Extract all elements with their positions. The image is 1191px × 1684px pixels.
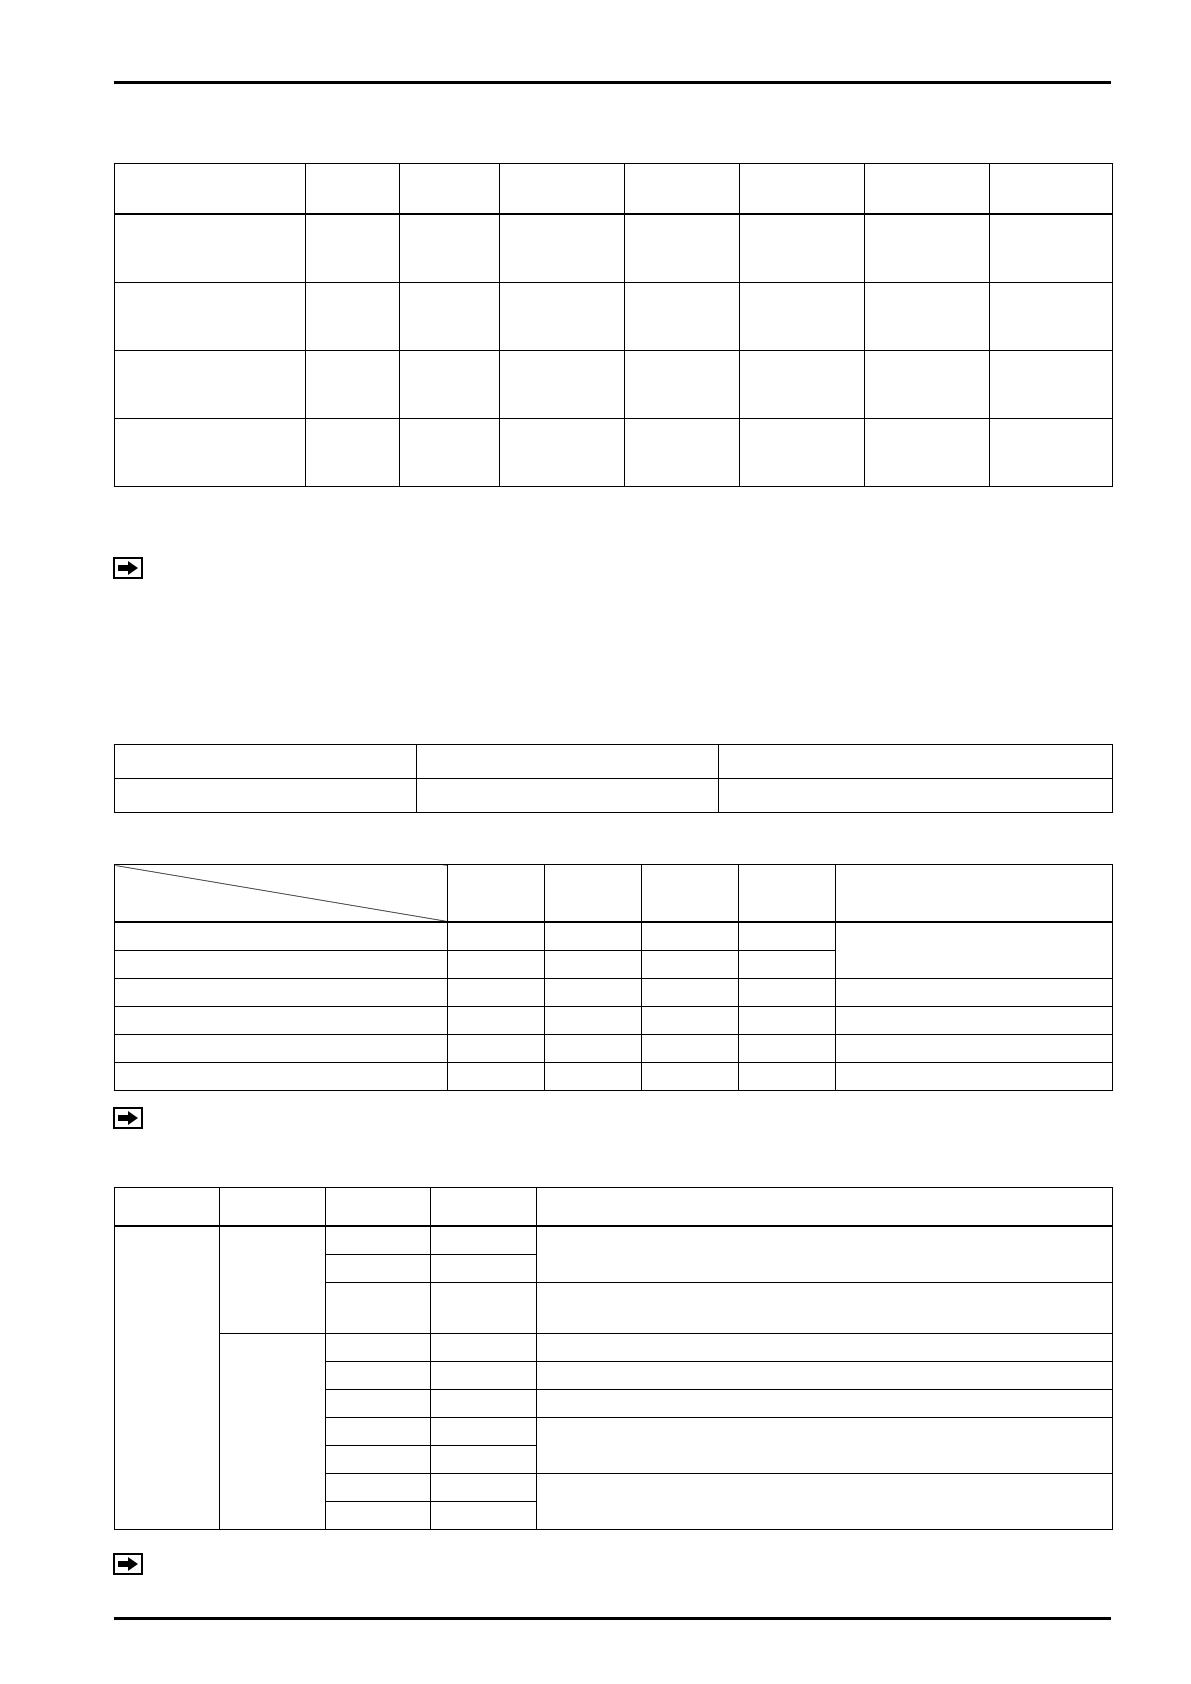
table-cell [306,419,400,487]
table-cell [115,979,448,1007]
table-cell [326,1502,431,1530]
table-cell [865,283,990,351]
table-cell [431,1390,537,1418]
table-cell [545,922,642,951]
table-cell [400,351,500,419]
table-cell [537,1283,1113,1334]
table-cell [500,419,625,487]
table-cell [739,951,836,979]
table-cell [115,351,306,419]
table-cell [537,1334,1113,1362]
table-cell [739,922,836,951]
table-cell [625,214,740,283]
table-cell [990,351,1113,419]
table-cell [836,979,1113,1007]
footer-rule [114,1617,1111,1620]
table-cell [545,865,642,923]
table-cell [220,1188,326,1227]
spec-table-1 [114,163,1113,487]
table-cell [739,979,836,1007]
table-cell [642,951,739,979]
table-cell [740,214,865,283]
table-cell [431,1474,537,1502]
table-cell [400,214,500,283]
table-cell [326,1334,431,1362]
table-cell [306,351,400,419]
table-cell [431,1188,537,1227]
table-cell [115,1226,220,1530]
table-cell [990,214,1113,283]
table-cell [326,1418,431,1446]
table-cell [740,164,865,215]
table-cell [865,214,990,283]
table-cell [326,1362,431,1390]
table-cell [400,164,500,215]
table-cell [865,164,990,215]
table-cell [545,1007,642,1035]
arrow-right-icon [113,1107,143,1129]
table-cell [545,1063,642,1091]
table-cell [865,351,990,419]
table-row [115,922,1113,951]
table-cell [739,1007,836,1035]
table-cell [537,1226,1113,1283]
table-cell [326,1255,431,1283]
table-cell [115,745,417,779]
table-cell [865,419,990,487]
table-cell [326,1188,431,1227]
table-cell [537,1418,1113,1474]
table-cell [740,283,865,351]
table-cell [836,1063,1113,1091]
table-cell [448,865,545,923]
table-cell [740,351,865,419]
table-cell [625,419,740,487]
table-cell [740,419,865,487]
spec-table-4 [114,1187,1113,1530]
table-cell [500,351,625,419]
spec-table-2 [114,744,1113,813]
table-cell [431,1418,537,1446]
table-cell [545,1035,642,1063]
table-cell [115,164,306,215]
table-row [115,1063,1113,1091]
diagonal-header-cell [115,865,448,923]
table-cell [719,745,1113,779]
table-cell [326,1474,431,1502]
table-cell [448,1007,545,1035]
table-row [115,1007,1113,1035]
table-cell [326,1283,431,1334]
table-cell [500,164,625,215]
table-cell [115,283,306,351]
table-cell [739,865,836,923]
table-cell [739,1035,836,1063]
table-cell [417,779,719,813]
table-row [115,1334,1113,1362]
table-cell [642,1063,739,1091]
table-cell [448,1063,545,1091]
table-cell [431,1446,537,1474]
table-cell [836,865,1113,923]
table-cell [306,283,400,351]
table-cell [625,351,740,419]
table-row [115,351,1113,419]
table-cell [326,1446,431,1474]
table-cell [642,1007,739,1035]
table-cell [545,951,642,979]
table-cell [431,1362,537,1390]
table-cell [115,951,448,979]
table-cell [537,1188,1113,1227]
table-cell [642,865,739,923]
table-cell [836,922,1113,979]
table-cell [625,164,740,215]
table-cell [836,1035,1113,1063]
table-cell [400,283,500,351]
table-cell [115,214,306,283]
table-cell [500,214,625,283]
table-cell [431,1334,537,1362]
table-cell [326,1226,431,1255]
table-header-row [115,865,1113,923]
table-cell [836,1007,1113,1035]
table-cell [326,1390,431,1418]
table-row [115,214,1113,283]
table-cell [545,979,642,1007]
table-cell [448,1035,545,1063]
table-row [115,779,1113,813]
table-cell [642,922,739,951]
table-cell [990,283,1113,351]
table-cell [115,922,448,951]
table-cell [115,779,417,813]
table-cell [448,951,545,979]
table-row [115,745,1113,779]
table-row [115,419,1113,487]
table-row [115,1226,1113,1255]
table-cell [220,1226,326,1334]
table-cell [448,922,545,951]
table-row [115,283,1113,351]
table-cell [739,1063,836,1091]
table-cell [537,1474,1113,1530]
table-cell [625,283,740,351]
table-cell [537,1362,1113,1390]
table-cell [431,1502,537,1530]
spec-table-3 [114,864,1113,1091]
table-cell [306,214,400,283]
table-header-row [115,1188,1113,1227]
table-header-row [115,164,1113,215]
table-cell [719,779,1113,813]
table-cell [431,1226,537,1255]
header-rule [114,81,1111,84]
table-cell [990,419,1113,487]
table-cell [115,419,306,487]
table-cell [642,979,739,1007]
table-cell [448,979,545,1007]
table-cell [500,283,625,351]
table-cell [431,1283,537,1334]
table-row [115,1035,1113,1063]
table-cell [115,1035,448,1063]
table-cell [642,1035,739,1063]
table-cell [400,419,500,487]
table-cell [115,1188,220,1227]
table-row [115,979,1113,1007]
table-cell [990,164,1113,215]
arrow-right-icon [113,557,143,579]
table-cell [115,1007,448,1035]
table-cell [431,1255,537,1283]
table-cell [115,1063,448,1091]
arrow-right-icon [113,1553,143,1575]
table-cell [417,745,719,779]
table-cell [306,164,400,215]
table-cell [220,1334,326,1530]
table-cell [537,1390,1113,1418]
